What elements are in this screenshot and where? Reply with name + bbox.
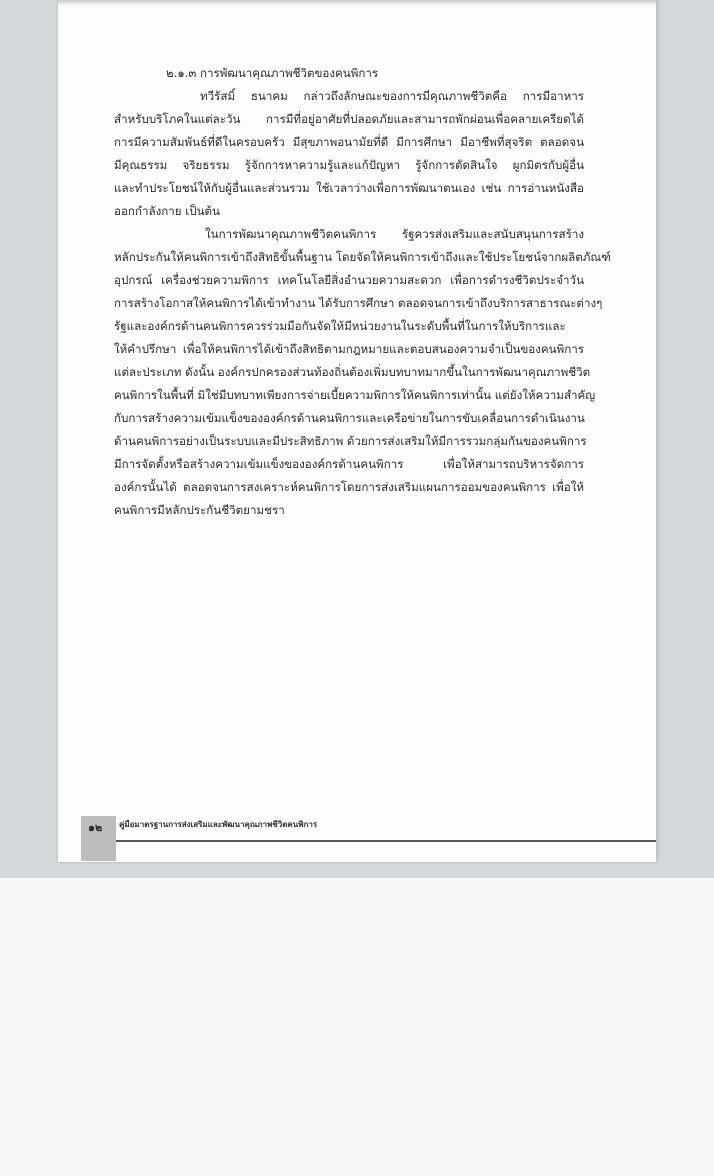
- paragraph-2-line-12: องค์กรนั้นได้ ตลอดจนการสงเคราะห์คนพิการโดยการส่งเสริมแผนการออมของคนพิการ เพื่อให้: [114, 480, 584, 494]
- paragraph-2-line-5: รัฐและองค์กรด้านคนพิการควรร่วมมือกันจัดให้มีหน่วยงานในระดับพื้นที่ในการให้บริการและ: [114, 319, 566, 333]
- page-top-shadow: [58, 0, 656, 6]
- paragraph-1-line-3: การมีความสัมพันธ์ที่ดีในครอบครัว มีสุขภาพอนามัยที่ดี มีการศึกษา มีอาชีพที่สุจริต ตลอดจน: [114, 135, 584, 149]
- paragraph-2-line-1: ในการพัฒนาคุณภาพชีวิตคนพิการ รัฐควรส่งเสริมและสนับสนุนการสร้าง: [205, 227, 584, 241]
- paragraph-2-line-11: มีการจัดตั้งหรือสร้างความเข้มแข็งขององค์กรด้านคนพิการ เพื่อให้สามารถบริหารจัดการ: [114, 457, 584, 471]
- paragraph-1-line-6: ออกกำลังกาย เป็นต้น: [114, 204, 220, 218]
- paragraph-2-line-4: การสร้างโอกาสให้คนพิการได้เข้าทำงาน ได้รับการศึกษา ตลอดจนการเข้าถึงบริการสาธารณะต่างๆ: [114, 296, 603, 310]
- paragraph-2-line-3: อุปกรณ์ เครื่องช่วยความพิการ เทคโนโลยีสิ่งอำนวยความสะดวก เพื่อการดำรงชีวิตประจำวัน: [114, 273, 584, 287]
- paragraph-1-line-2: สำหรับบริโภคในแต่ละวัน การมีที่อยู่อาศัยที่ปลอดภัยและสามารถพักผ่อนเพื่อคลายเครียดได้: [114, 112, 584, 126]
- paragraph-2-line-8: คนพิการในพื้นที่ มิใช่มีบทบาทเพียงการจ่ายเบี้ยความพิการให้คนพิการเท่านั้น แต่ยังให้ความสำคัญ: [114, 388, 596, 402]
- footer-page-number: ๑๒: [88, 821, 103, 834]
- paragraph-2-line-9: กับการสร้างความเข้มแข็งขององค์กรด้านคนพิการและเครือข่ายในการขับเคลื่อนการดำเนินงาน: [114, 411, 585, 425]
- paragraph-2-line-6: ให้คำปรึกษา เพื่อให้คนพิการได้เข้าถึงสิทธิตามกฎหมายและตอบสนองความจำเป็นของคนพิการ: [114, 342, 584, 356]
- footer-title: คู่มือมาตรฐานการส่งเสริมและพัฒนาคุณภาพชีวิตคนพิการ: [119, 820, 318, 829]
- paragraph-1-line-1: ทวีรัสมิ์ ธนาคม กล่าวถึงลักษณะของการมีคุณภาพชีวิตคือ การมีอาหาร: [200, 89, 584, 103]
- paragraph-2-line-13: คนพิการมีหลักประกันชีวิตยามชรา: [114, 503, 285, 517]
- paragraph-2-line-2: หลักประกันให้คนพิการเข้าถึงสิทธิขั้นพื้นฐาน โดยจัดให้คนพิการเข้าถึงและใช้ประโยชน์จากผลิตภัณฑ์: [114, 250, 611, 264]
- paragraph-1-line-5: และทำประโยชน์ให้กับผู้อื่นและส่วนรวม ใช้เวลาว่างเพื่อการพัฒนาตนเอง เช่น การอ่านหนังสือ: [114, 181, 584, 195]
- footer-divider: [116, 840, 656, 842]
- paragraph-2-line-10: ด้านคนพิการอย่างเป็นระบบและมีประสิทธิภาพ ด้วยการส่งเสริมให้มีการรวมกลุ่มกันของคนพิการ: [114, 434, 587, 448]
- paragraph-2-line-7: แต่ละประเภท ดังนั้น องค์กรปกครองส่วนท้องถิ่นต้องเพิ่มบทบาทมากขึ้นในการพัฒนาคุณภาพชีวิต: [114, 365, 591, 379]
- paragraph-1-line-4: มีคุณธรรม จริยธรรม รู้จักการหาความรู้และแก้ปัญหา รู้จักการตัดสินใจ ผูกมิตรกับผู้อื่น: [114, 158, 584, 172]
- section-heading: ๒.๑.๓ การพัฒนาคุณภาพชีวิตของคนพิการ: [166, 66, 379, 80]
